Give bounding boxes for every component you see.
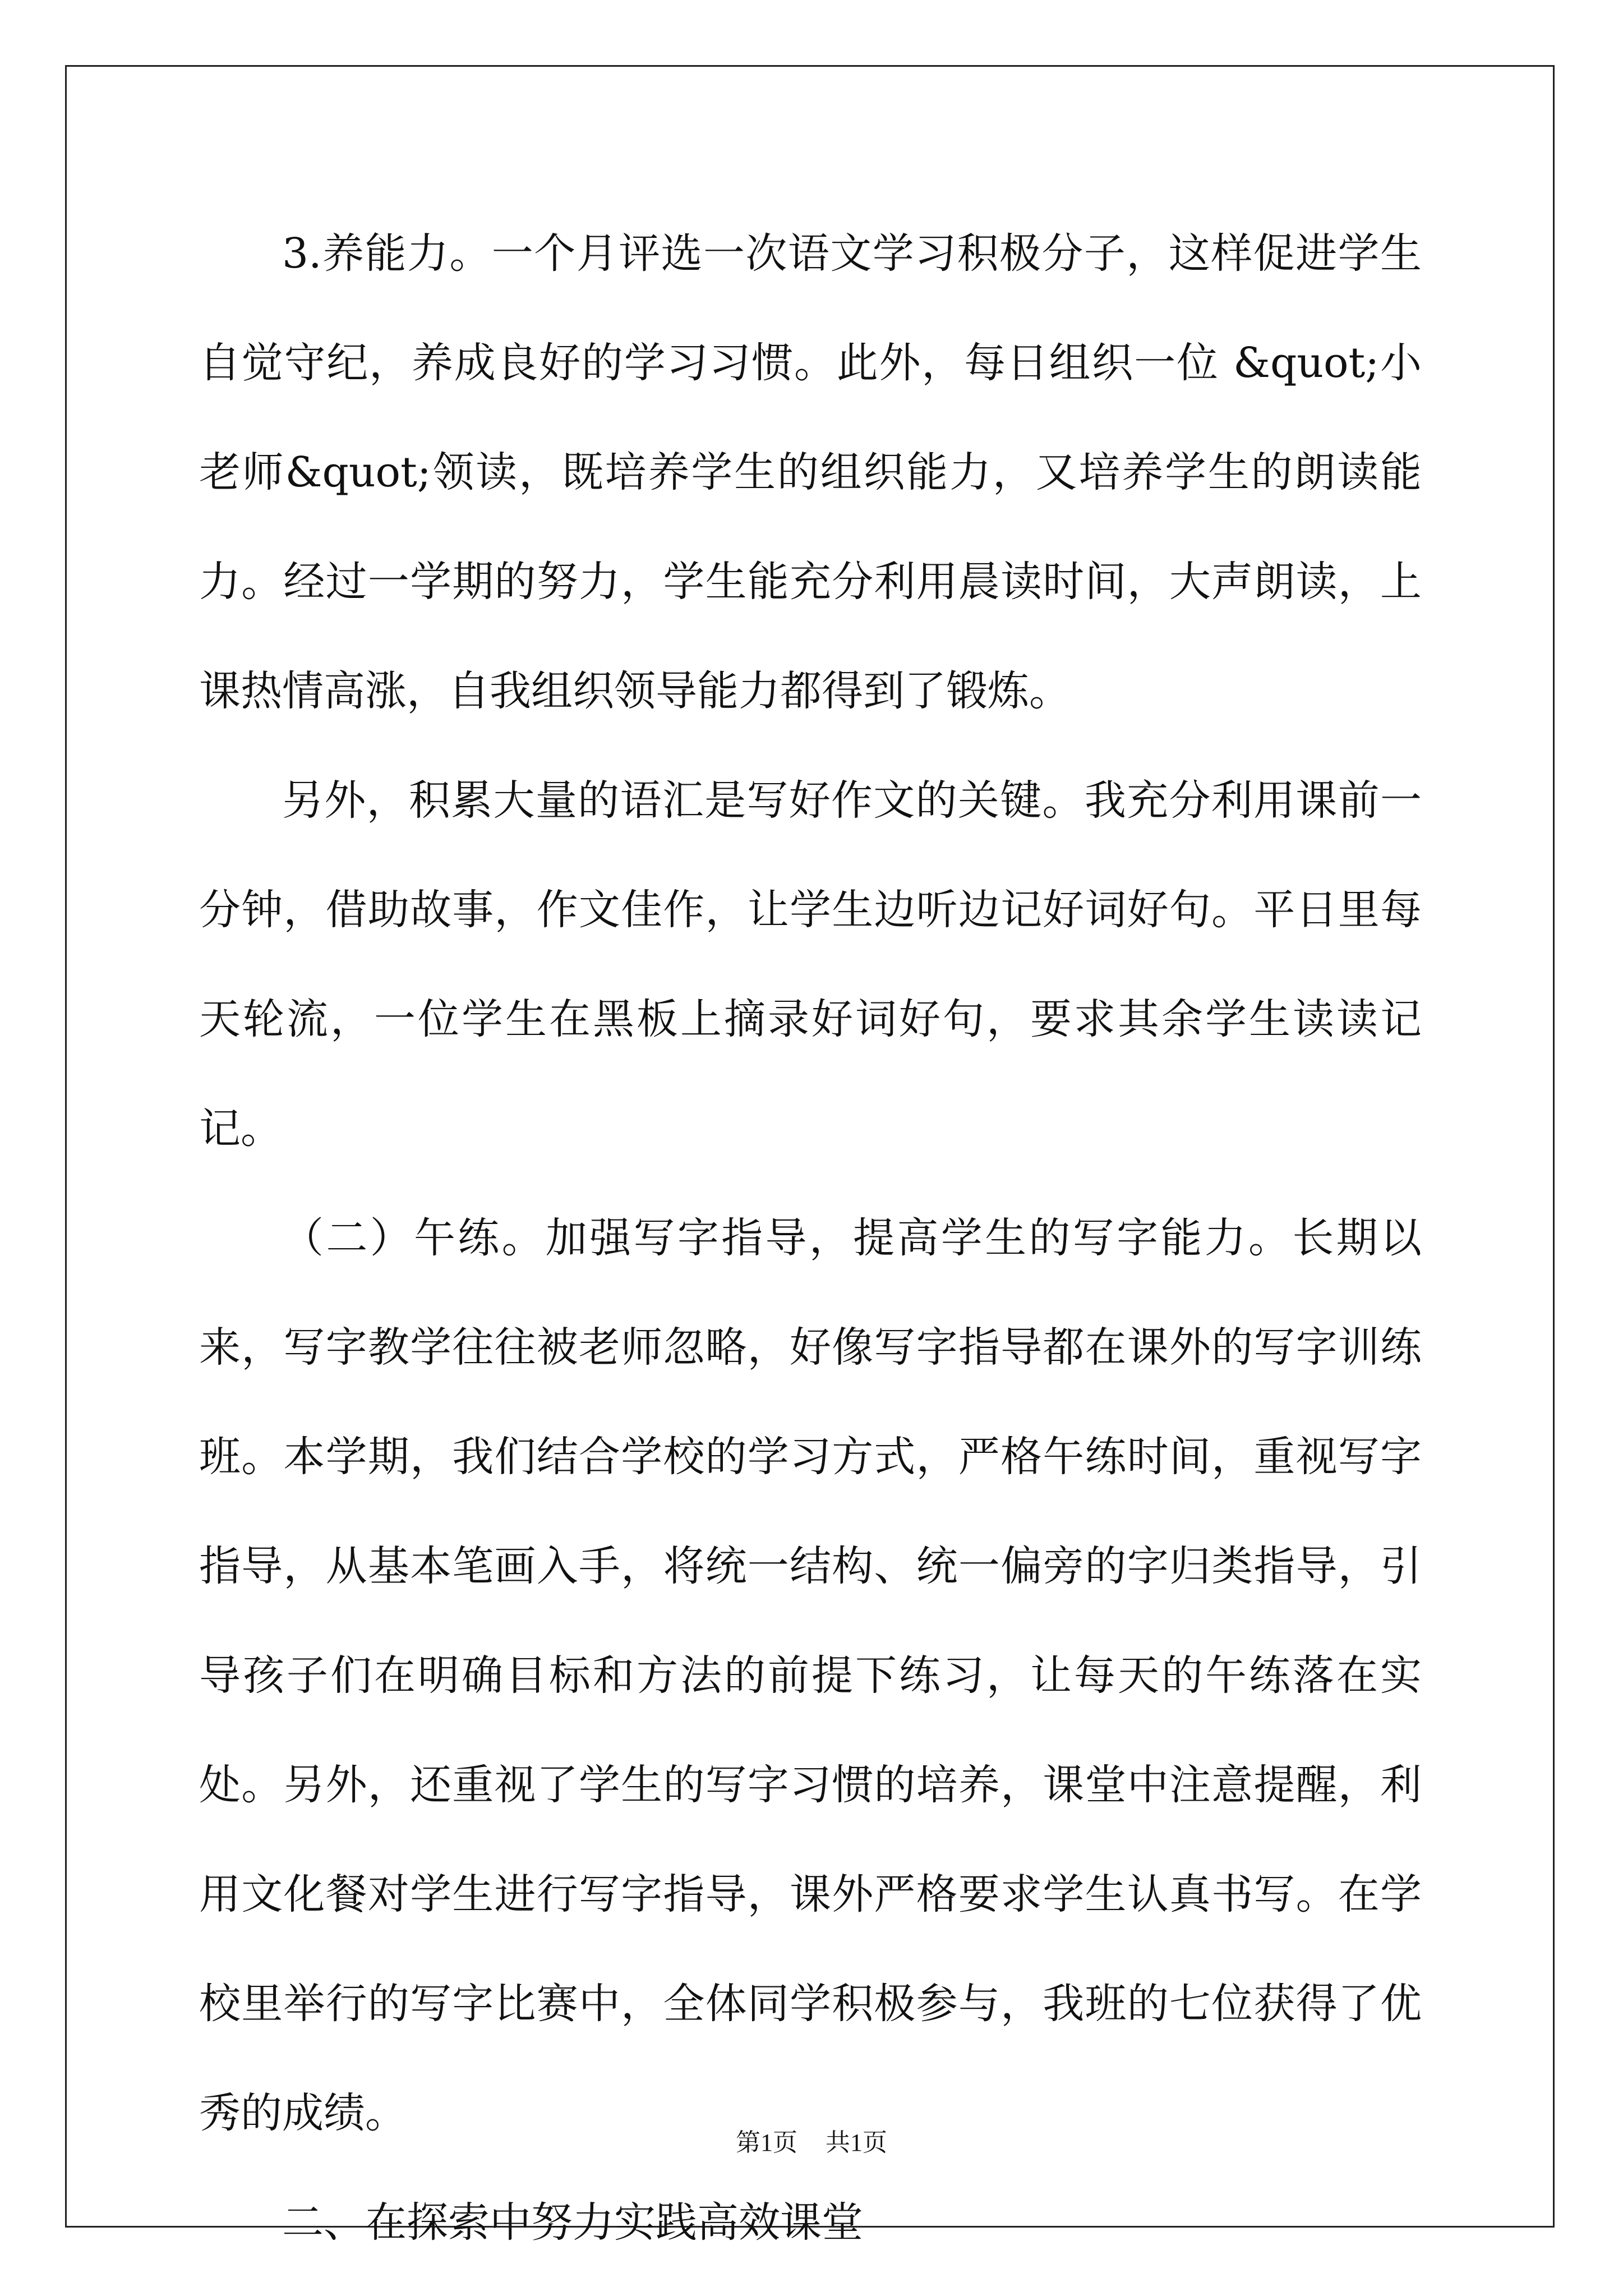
paragraph-2: 另外，积累大量的语汇是写好作文的关键。我充分利用课前一分钟，借助故事，作文佳作，让学生边听边记好词好句。平日里每天轮流，一位学生在黑板上摘录好词好句，要求其余学生读读记记。 (199, 776, 1422, 1153)
document-body (199, 199, 1422, 2277)
total-pages: 共1页 (826, 2129, 887, 2156)
page-number: 第1页 (736, 2129, 797, 2156)
page-footer (0, 2126, 1623, 2160)
paragraph-3: （二）午练。加强写字指导，提高学生的写字能力。长期以来，写字教学往往被老师忽略，好像写字指导都在课外的写字训练班。本学期，我们结合学校的学习方式，严格午练时间，重视写字指导，从基本笔画入手，将统一结构、统一偏旁的字归类指导，引导孩子们在明确目标和方法的前提下练习，让每天的午练落在实处。另外，还重视了学生的写字习惯的培养，课堂中注意提醒，利用文化餐对学生进行写字指导，课外严格要求学生认真书写。在学校里举行的写字比赛中，全体同学积极参与，我班的七位获得了优秀的成绩。 (199, 1214, 1422, 2137)
paragraph-4: 二、在探索中努力实践高效课堂 (282, 2198, 863, 2247)
paragraph-1: 3.养能力。一个月评选一次语文学习积极分子，这样促进学生自觉守纪，养成良好的学习习惯。此外，每日组织一位 &quot;小老师&quot;领读，既培养学生的组织能力，又培养学生的朗读能力。经过一学期的努力，学生能充分利用晨读时间，大声朗读，上课热情高涨，自我组织领导能力都得到了锻炼。 (199, 229, 1422, 715)
